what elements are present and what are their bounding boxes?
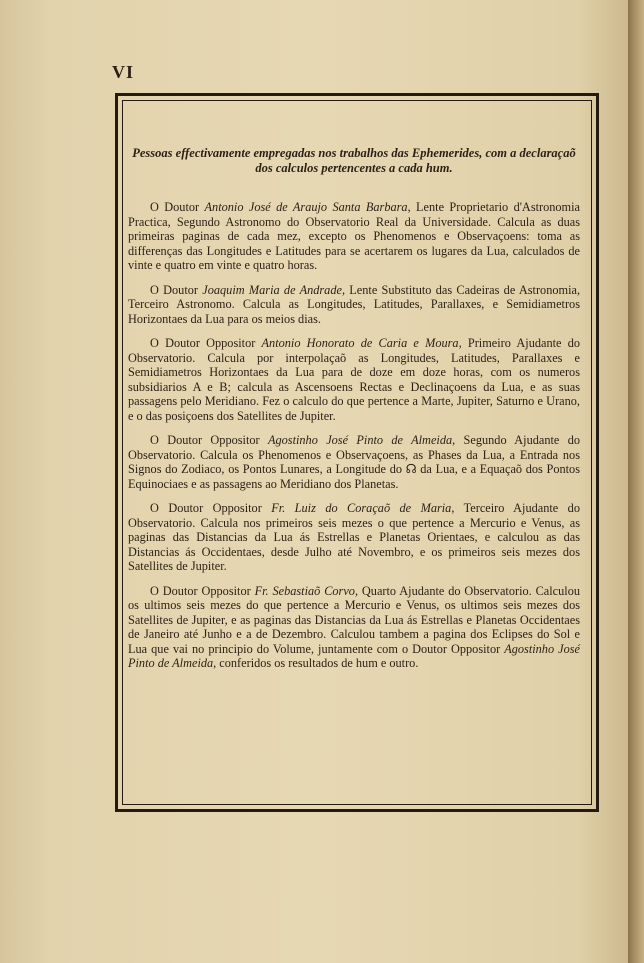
person-name: Agostinho José Pinto de Almeida xyxy=(128,641,580,670)
entry-prefix: O Doutor Oppositor xyxy=(150,433,268,447)
entry-paragraph xyxy=(128,200,580,273)
entry-text: , Lente Substituto das Cadeiras de Astronomia, Terceiro Astronomo. Calcula as Longitudes, Latitudes, Parallaxes, e Semidiametros Horizontaes da Lua para os meios dias. xyxy=(128,282,581,326)
text-frame xyxy=(115,93,599,812)
entry-text: , Quarto Ajudante do Observatorio. Calculou os ultimos seis mezes do que pertence a Mercurio e Venus, os ultimos seis mezes dos Satellites de Jupiter, e as paginas das Distancias da Lua ás Estrellas e Planetas Occidentaes de Janeiro até Junho e a de Dezembro. Calculou tambem a pagina dos Eclipses do Sol e Lua que vai no principio do Volume, juntamente com o Doutor Oppositor xyxy=(128,583,580,656)
entry-paragraph xyxy=(128,336,580,423)
entry-prefix: O Doutor Oppositor xyxy=(150,336,262,350)
entry-paragraph xyxy=(128,433,580,491)
entry-prefix: O Doutor xyxy=(150,200,205,214)
entry-paragraph xyxy=(128,283,580,327)
entry-prefix: O Doutor Oppositor xyxy=(150,501,272,515)
entry-prefix: O Doutor Oppositor xyxy=(150,583,255,598)
person-name: Fr. Luiz do Coraçaõ de Maria xyxy=(271,501,452,515)
person-name: Antonio José de Araujo Santa Barbara xyxy=(204,200,408,214)
entry-text: , conferidos os resultados de hum e outro. xyxy=(213,656,419,670)
frame-content xyxy=(128,146,580,681)
entry-paragraph xyxy=(128,501,580,574)
entry-text: , Primeiro Ajudante do Observatorio. Calcula por interpolaçaõ as Longitudes, Latitudes, Parallaxes e Semidiametros Horizontaes da Lua para de doze em doze horas, com os numeros subsidiarios A e B; calcula as Ascensoens Rectas e Declinaçoens da Lua, e as suas passagens pelo Meridiano. Fez o calculo do que pertence a Marte, Jupiter, Saturno e Urano, e o das posiçoens dos Satellites de Jupiter. xyxy=(128,336,580,423)
person-name: Fr. Sebastiaõ Corvo xyxy=(254,583,355,598)
entry-text: , Segundo Ajudante do Observatorio. Calcula os Phenomenos e Observaçoens, as Phases da Lua, a Entrada nos Signos do Zodiaco, os Pontos Lunares, a Longitude do ☊ da Lua, e a Equaçaõ dos Pontos Equinociaes e as passagens ao Meridiano dos Planetas. xyxy=(128,433,580,491)
entry-prefix: O Doutor xyxy=(150,282,203,297)
entry-text: , Terceiro Ajudante do Observatorio. Calcula nos primeiros seis mezes o que pertence a Mercurio e Venus, as paginas das Distancias da Lua ás Estrellas e Planetas Orientaes, e calculou as das Distancias ás Occidentaes, desde Julho até Novembro, e os primeiros seis mezes dos Satellites de Jupiter. xyxy=(128,501,580,573)
entry-text: , Lente Proprietario d'Astronomia Practica, Segundo Astronomo do Observatorio Real da Universidade. Calcula as duas primeiras paginas de cada mez, excepto os Phenomenos e Observaçoens: toma as differenças das Longitudes e Latitudes para se acertarem os lugares da Lua, calculados de vinte e quatro em vinte e quatro horas. xyxy=(128,200,580,272)
entry-paragraph xyxy=(128,584,580,671)
book-spine xyxy=(628,0,644,963)
section-heading: Pessoas effectivamente empregadas nos trabalhos das Ephemerides, com a declaraçaõ dos calculos pertencentes a cada hum. xyxy=(132,146,576,175)
page-number: VI xyxy=(112,62,135,82)
person-name: Joaquim Maria de Andrade xyxy=(202,282,342,297)
person-name: Antonio Honorato de Caria e Moura xyxy=(261,336,459,350)
person-name: Agostinho José Pinto de Almeida xyxy=(267,433,453,447)
